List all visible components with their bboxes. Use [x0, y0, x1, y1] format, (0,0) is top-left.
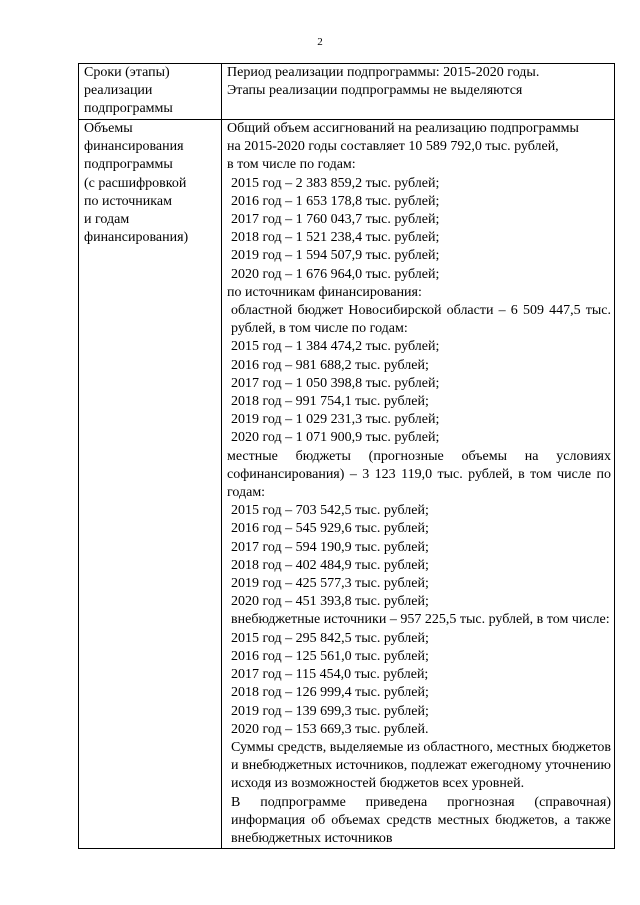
- subprogram-passport-table: [78, 63, 615, 849]
- extrabudget-year-2020: 2020 год – 153 669,3 тыс. рублей.: [231, 721, 429, 737]
- regional-year-2015: 2015 год – 1 384 474,2 тыс. рублей;: [231, 339, 440, 355]
- extrabudget-year-2019: 2019 год – 139 699,3 тыс. рублей;: [231, 703, 429, 719]
- terms-label-line-2: реализации: [84, 83, 153, 99]
- regional-budget-text: областной бюджет Новосибирской области – 6 509 447,5 тыс. рублей, в том числе по годам:: [231, 303, 611, 337]
- total-intro-line-3: в том числе по годам:: [227, 157, 356, 173]
- regional-year-2017: 2017 год – 1 050 398,8 тыс. рублей;: [231, 375, 440, 391]
- sources-heading: по источникам финансирования:: [227, 284, 422, 300]
- terms-label-line-1: Сроки (этапы): [84, 65, 170, 80]
- total-year-2016: 2016 год – 1 653 178,8 тыс. рублей;: [231, 193, 440, 209]
- funding-label-cell: [79, 120, 222, 849]
- local-year-2018: 2018 год – 402 484,9 тыс. рублей;: [231, 557, 429, 573]
- funding-label-line-7: финансирования): [84, 230, 189, 246]
- total-year-2019: 2019 год – 1 594 507,9 тыс. рублей;: [231, 248, 440, 264]
- regional-year-2020: 2020 год – 1 071 900,9 тыс. рублей;: [231, 430, 440, 446]
- funding-label-line-1: Объемы: [84, 121, 133, 136]
- funding-label-line-2: финансирования: [84, 139, 184, 155]
- table-row-funding: [79, 120, 615, 849]
- funding-label-line-5: по источникам: [84, 193, 172, 209]
- local-year-2019: 2019 год – 425 577,3 тыс. рублей;: [231, 576, 429, 592]
- extrabudget-year-2017: 2017 год – 115 454,0 тыс. рублей;: [231, 667, 429, 683]
- total-year-2018: 2018 год – 1 521 238,4 тыс. рублей;: [231, 230, 440, 246]
- local-budgets-text: местные бюджеты (прогнозные объемы на условиях софинансирования) – 3 123 119,0 тыс. рублей, в том числе по годам:: [227, 448, 611, 501]
- funding-note-reference: В подпрограмме приведена прогнозная (справочная) информация об объемах средств местных бюджетов, а также внебюджетных источников: [231, 794, 611, 846]
- total-intro-line-2: на 2015-2020 годы составляет 10 589 792,0 тыс. рублей,: [227, 139, 559, 155]
- page-number: 2: [317, 36, 323, 48]
- extrabudget-text: внебюджетные источники – 957 225,5 тыс. рублей, в том числе:: [231, 612, 610, 628]
- extrabudget-year-2015: 2015 год – 295 842,5 тыс. рублей;: [231, 630, 429, 646]
- funding-label-line-4: (с расшифровкой: [84, 175, 187, 191]
- local-year-2020: 2020 год – 451 393,8 тыс. рублей;: [231, 594, 429, 610]
- total-year-2020: 2020 год – 1 676 964,0 тыс. рублей;: [231, 266, 440, 282]
- local-year-2017: 2017 год – 594 190,9 тыс. рублей;: [231, 539, 429, 555]
- regional-year-2018: 2018 год – 991 754,1 тыс. рублей;: [231, 394, 429, 410]
- funding-note-adjustment: Суммы средств, выделяемые из областного, местных бюджетов и внебюджетных источников, подлежат ежегодному уточнению исходя из возможностей бюджетов всех уровней.: [231, 739, 611, 792]
- funding-label-line-6: и годам: [84, 212, 130, 228]
- table-row-terms: [79, 64, 615, 120]
- local-year-2016: 2016 год – 545 929,6 тыс. рублей;: [231, 521, 429, 537]
- funding-label-line-3: подпрограммы: [84, 157, 173, 173]
- terms-label-line-3: подпрограммы: [84, 101, 173, 117]
- regional-year-2016: 2016 год – 981 688,2 тыс. рублей;: [231, 357, 429, 373]
- local-year-2015: 2015 год – 703 542,5 тыс. рублей;: [231, 503, 429, 519]
- funding-value-cell: [222, 120, 615, 849]
- terms-stages-text: Этапы реализации подпрограммы не выделяются: [227, 83, 523, 99]
- total-intro-line-1: Общий объем ассигнований на реализацию подпрограммы: [227, 121, 579, 136]
- total-year-2015: 2015 год – 2 383 859,2 тыс. рублей;: [231, 175, 440, 191]
- terms-label-cell: [79, 64, 222, 120]
- terms-value-cell: [222, 64, 615, 120]
- extrabudget-year-2018: 2018 год – 126 999,4 тыс. рублей;: [231, 685, 429, 701]
- total-year-2017: 2017 год – 1 760 043,7 тыс. рублей;: [231, 212, 440, 228]
- terms-period-text: Период реализации подпрограммы: 2015-2020 годы.: [227, 65, 540, 80]
- regional-year-2019: 2019 год – 1 029 231,3 тыс. рублей;: [231, 412, 440, 428]
- extrabudget-year-2016: 2016 год – 125 561,0 тыс. рублей;: [231, 648, 429, 664]
